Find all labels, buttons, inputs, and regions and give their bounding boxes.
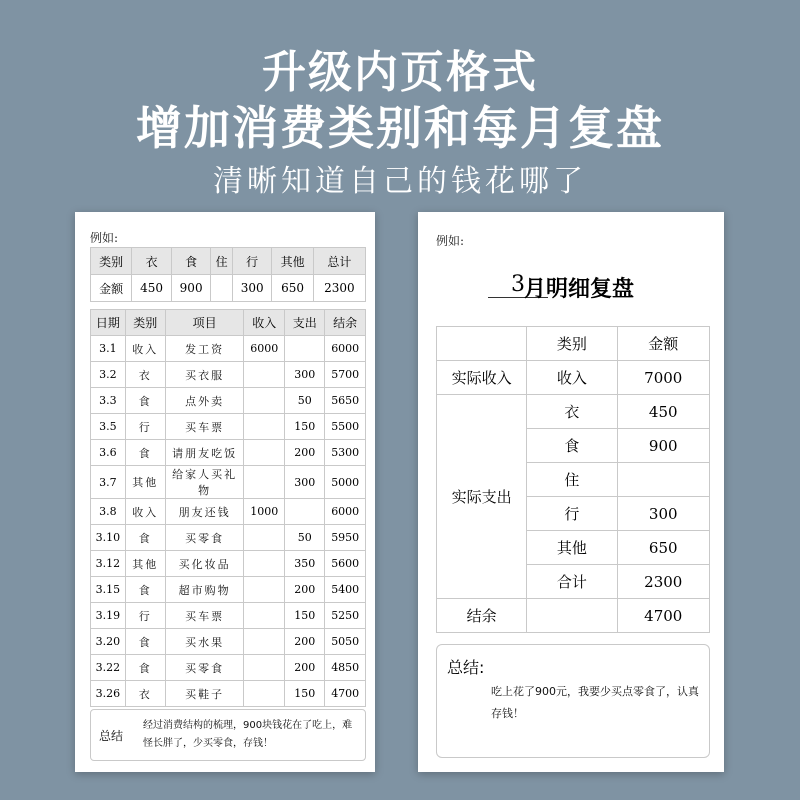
ledger-date: 3.1	[91, 336, 126, 362]
ledger-balance: 5500	[325, 414, 366, 440]
ledger-header-balance: 结余	[325, 310, 366, 336]
summary-label: 总结:	[447, 658, 485, 677]
ledger-date: 3.12	[91, 551, 126, 577]
ledger-category: 衣	[125, 681, 165, 707]
ledger-date: 3.15	[91, 577, 126, 603]
review-header-empty	[437, 327, 527, 361]
expense-category: 行	[527, 497, 617, 531]
review-income-row	[437, 361, 710, 395]
ledger-header-category: 类别	[125, 310, 165, 336]
ledger-row	[91, 466, 366, 499]
ledger-category: 食	[125, 388, 165, 414]
ledger-income	[244, 603, 285, 629]
ledger-item: 买衣服	[165, 362, 244, 388]
ledger-expense	[285, 499, 325, 525]
headline-line-2: 增加消费类别和每月复盘	[136, 101, 664, 155]
summary-box	[90, 709, 366, 761]
ledger-date: 3.10	[91, 525, 126, 551]
ledger-expense: 200	[285, 440, 325, 466]
ledger-income	[244, 681, 285, 707]
ledger-expense: 200	[285, 629, 325, 655]
ledger-income	[244, 388, 285, 414]
ledger-expense: 350	[285, 551, 325, 577]
expense-category: 其他	[527, 531, 617, 565]
ledger-balance: 5600	[325, 551, 366, 577]
ledger-row	[91, 655, 366, 681]
category-header-cell: 总计	[313, 248, 365, 275]
ledger-expense: 150	[285, 603, 325, 629]
monthly-review-table	[436, 326, 710, 633]
ledger-row	[91, 551, 366, 577]
ledger-expense: 50	[285, 525, 325, 551]
summary-box	[436, 644, 710, 758]
ledger-expense: 50	[285, 388, 325, 414]
ledger-category: 其他	[125, 551, 165, 577]
example-label: 例如:	[436, 234, 465, 248]
example-label: 例如:	[90, 231, 119, 245]
category-amount-cell: 450	[132, 275, 172, 302]
ledger-row	[91, 525, 366, 551]
ledger-header-expense: 支出	[285, 310, 325, 336]
income-label: 实际收入	[437, 361, 527, 395]
ledger-item: 买车票	[165, 414, 244, 440]
expense-amount: 650	[617, 531, 710, 565]
ledger-row	[91, 629, 366, 655]
month-number: 3	[488, 272, 548, 298]
ledger-row	[91, 414, 366, 440]
ledger-category: 食	[125, 655, 165, 681]
expense-row	[437, 395, 710, 429]
income-category: 收入	[527, 361, 617, 395]
ledger-date: 3.3	[91, 388, 126, 414]
category-amount-cell: 2300	[313, 275, 365, 302]
expense-amount: 900	[617, 429, 710, 463]
expense-amount: 300	[617, 497, 710, 531]
ledger-body	[91, 336, 366, 707]
ledger-category: 食	[125, 440, 165, 466]
ledger-income	[244, 466, 285, 499]
ledger-income	[244, 655, 285, 681]
ledger-item: 发工资	[165, 336, 244, 362]
balance-label: 结余	[437, 599, 527, 633]
ledger-balance: 5250	[325, 603, 366, 629]
ledger-expense: 200	[285, 655, 325, 681]
ledger-row	[91, 336, 366, 362]
ledger-balance: 5700	[325, 362, 366, 388]
income-amount: 7000	[617, 361, 710, 395]
ledger-item: 点外卖	[165, 388, 244, 414]
expense-label: 实际支出	[437, 395, 527, 599]
ledger-income	[244, 362, 285, 388]
ledger-item: 买零食	[165, 525, 244, 551]
ledger-balance: 5950	[325, 525, 366, 551]
category-header-cell: 类别	[91, 248, 132, 275]
ledger-income	[244, 577, 285, 603]
summary-text: 吃上花了900元，我要少买点零食了，认真存钱！	[491, 685, 699, 720]
ledger-item: 给家人买礼物	[165, 466, 244, 499]
category-summary-table	[90, 247, 366, 302]
ledger-category: 行	[125, 414, 165, 440]
expense-category: 衣	[527, 395, 617, 429]
ledger-income: 6000	[244, 336, 285, 362]
category-amount-cell: 900	[171, 275, 211, 302]
ledger-item: 买车票	[165, 603, 244, 629]
ledger-category: 收入	[125, 336, 165, 362]
category-header-cell: 衣	[132, 248, 172, 275]
ledger-balance: 6000	[325, 336, 366, 362]
headline-line-1: 升级内页格式	[262, 47, 538, 98]
ledger-header-item: 项目	[165, 310, 244, 336]
ledger-row	[91, 388, 366, 414]
ledger-item: 请朋友吃饭	[165, 440, 244, 466]
ledger-expense: 200	[285, 577, 325, 603]
ledger-table	[90, 309, 366, 707]
summary-label: 总结	[99, 729, 124, 743]
ledger-balance: 4700	[325, 681, 366, 707]
ledger-category: 衣	[125, 362, 165, 388]
ledger-category: 食	[125, 525, 165, 551]
ledger-income	[244, 525, 285, 551]
ledger-item: 买化妆品	[165, 551, 244, 577]
category-amount-cell: 金额	[91, 275, 132, 302]
ledger-header-income: 收入	[244, 310, 285, 336]
ledger-expense: 300	[285, 466, 325, 499]
ledger-date: 3.6	[91, 440, 126, 466]
balance-row	[437, 599, 710, 633]
ledger-balance: 5050	[325, 629, 366, 655]
ledger-row	[91, 681, 366, 707]
ledger-income: 1000	[244, 499, 285, 525]
ledger-header-row	[91, 310, 366, 336]
ledger-income	[244, 440, 285, 466]
expense-category: 合计	[527, 565, 617, 599]
ledger-row	[91, 603, 366, 629]
ledger-date: 3.5	[91, 414, 126, 440]
ledger-item: 买水果	[165, 629, 244, 655]
ledger-balance: 5300	[325, 440, 366, 466]
headline-line-3: 清晰知道自己的钱花哪了	[213, 164, 587, 199]
ledger-date: 3.20	[91, 629, 126, 655]
review-header-category: 类别	[527, 327, 617, 361]
review-header-amount: 金额	[617, 327, 710, 361]
ledger-category: 收入	[125, 499, 165, 525]
ledger-category: 行	[125, 603, 165, 629]
ledger-balance: 5000	[325, 466, 366, 499]
review-title: 月明细复盘	[524, 277, 635, 302]
ledger-header-date: 日期	[91, 310, 126, 336]
category-amount-cell: 650	[272, 275, 313, 302]
ledger-balance: 5400	[325, 577, 366, 603]
ledger-row	[91, 440, 366, 466]
ledger-date: 3.26	[91, 681, 126, 707]
ledger-row	[91, 577, 366, 603]
ledger-expense: 150	[285, 414, 325, 440]
review-header-row	[437, 327, 710, 361]
ledger-item: 朋友还钱	[165, 499, 244, 525]
category-header-cell: 食	[171, 248, 211, 275]
ledger-expense	[285, 336, 325, 362]
ledger-income	[244, 414, 285, 440]
ledger-row	[91, 362, 366, 388]
ledger-item: 买鞋子	[165, 681, 244, 707]
category-amount-cell	[211, 275, 233, 302]
ledger-page-sample	[75, 212, 375, 772]
ledger-balance: 6000	[325, 499, 366, 525]
ledger-item: 买零食	[165, 655, 244, 681]
ledger-row	[91, 499, 366, 525]
ledger-category: 食	[125, 577, 165, 603]
ledger-date: 3.19	[91, 603, 126, 629]
balance-empty	[527, 599, 617, 633]
ledger-expense: 300	[285, 362, 325, 388]
expense-amount: 2300	[617, 565, 710, 599]
ledger-date: 3.7	[91, 466, 126, 499]
ledger-date: 3.8	[91, 499, 126, 525]
expense-category: 住	[527, 463, 617, 497]
ledger-expense: 150	[285, 681, 325, 707]
category-amount-row	[91, 275, 366, 302]
category-header-cell: 住	[211, 248, 233, 275]
balance-amount: 4700	[617, 599, 710, 633]
category-header-row	[91, 248, 366, 275]
ledger-income	[244, 629, 285, 655]
ledger-balance: 4850	[325, 655, 366, 681]
category-amount-cell: 300	[232, 275, 272, 302]
ledger-item: 超市购物	[165, 577, 244, 603]
ledger-balance: 5650	[325, 388, 366, 414]
summary-text: 经过消费结构的梳理，900块钱花在了吃上，难怪长胖了，少买零食，存钱！	[143, 720, 353, 749]
ledger-category: 其他	[125, 466, 165, 499]
expense-amount: 450	[617, 395, 710, 429]
ledger-date: 3.22	[91, 655, 126, 681]
ledger-income	[244, 551, 285, 577]
category-header-cell: 行	[232, 248, 272, 275]
category-header-cell: 其他	[272, 248, 313, 275]
ledger-category: 食	[125, 629, 165, 655]
expense-category: 食	[527, 429, 617, 463]
ledger-date: 3.2	[91, 362, 126, 388]
monthly-review-page-sample	[418, 212, 724, 772]
expense-amount	[617, 463, 710, 497]
